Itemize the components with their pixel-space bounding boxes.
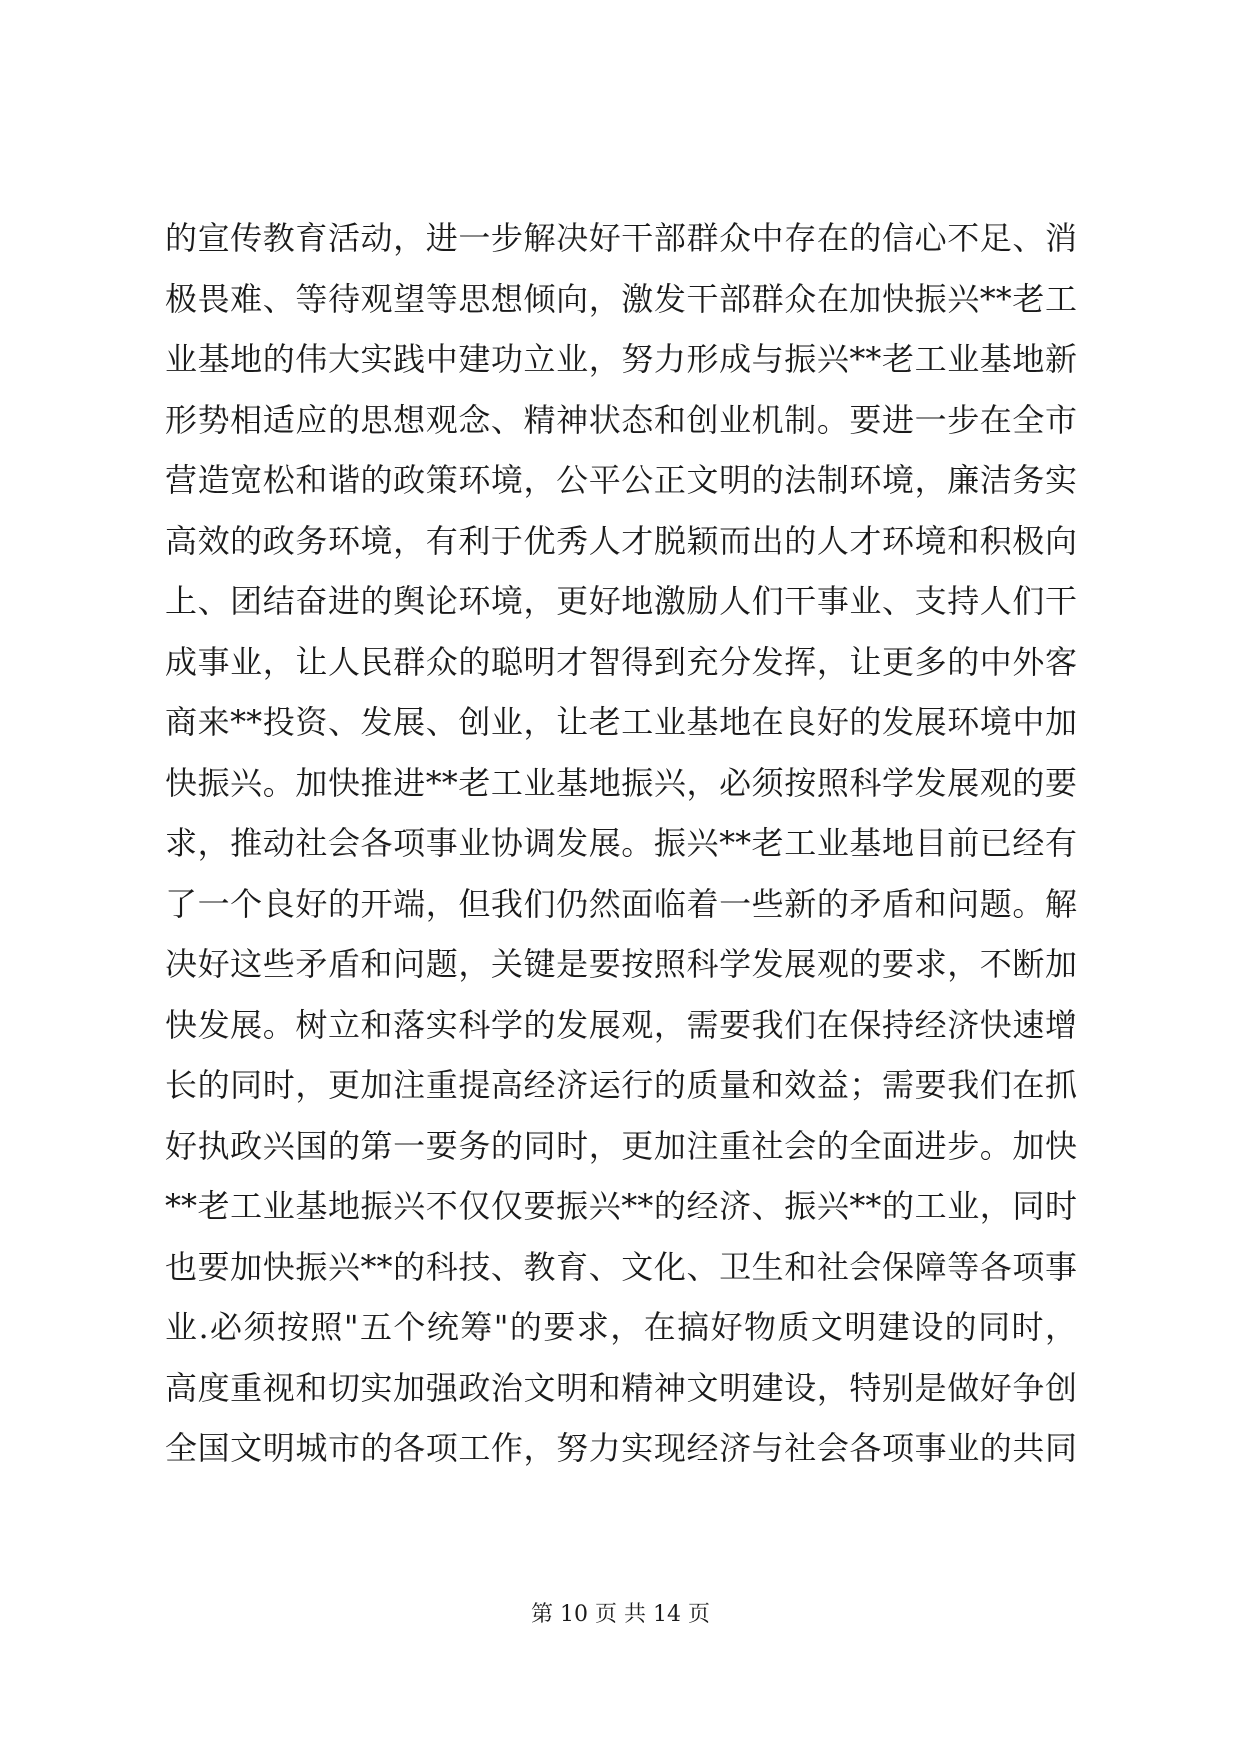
text-line-1: 的宣传教育活动，进一步解决好干部群众中存在的信心不足、消 (165, 219, 1077, 257)
text-line-12: 了一个良好的开端，但我们仍然面临着一些新的矛盾和问题。解 (165, 884, 1077, 923)
text-line-5: 营造宽松和谐的政策环境，公平公正文明的法制环境，廉洁务实 (165, 461, 1077, 499)
text-line-2: 极畏难、等待观望等思想倾向，激发干部群众在加快振兴**老工 (165, 279, 1077, 318)
text-line-7: 上、团结奋进的舆论环境，更好地激励人们干事业、支持人们干 (165, 582, 1077, 620)
text-line-17: **老工业基地振兴不仅仅要振兴**的经济、振兴**的工业，同时 (165, 1187, 1077, 1225)
text-line-15: 长的同时，更加注重提高经济运行的质量和效益；需要我们在抓 (165, 1066, 1077, 1104)
text-line-6: 高效的政务环境，有利于优秀人才脱颖而出的人才环境和积极向 (165, 521, 1077, 560)
text-line-20: 高度重视和切实加强政治文明和精神文明建设，特别是做好争创 (165, 1368, 1077, 1407)
text-line-21: 全国文明城市的各项工作，努力实现经济与社会各项事业的共同 (165, 1429, 1077, 1467)
text-line-11: 求，推动社会各项事业协调发展。振兴**老工业基地目前已经有 (165, 824, 1077, 862)
text-line-14: 快发展。树立和落实科学的发展观，需要我们在保持经济快速增 (165, 1005, 1077, 1044)
text-line-13: 决好这些矛盾和问题，关键是要按照科学发展观的要求，不断加 (165, 945, 1077, 983)
text-line-8: 成事业，让人民群众的聪明才智得到充分发挥，让更多的中外客 (165, 642, 1077, 681)
text-line-9: 商来**投资、发展、创业，让老工业基地在良好的发展环境中加 (165, 703, 1077, 741)
text-line-3: 业基地的伟大实践中建功立业，努力形成与振兴**老工业基地新 (165, 340, 1077, 378)
text-line-19: 业.必须按照"五个统筹"的要求，在搞好物质文明建设的同时， (165, 1308, 1077, 1346)
text-line-4: 形势相适应的思想观念、精神状态和创业机制。要进一步在全市 (165, 400, 1077, 439)
text-line-10: 快振兴。加快推进**老工业基地振兴，必须按照科学发展观的要 (165, 763, 1077, 802)
text-line-18: 也要加快振兴**的科技、教育、文化、卫生和社会保障等各项事 (165, 1247, 1077, 1286)
text-line-16: 好执政兴国的第一要务的同时，更加注重社会的全面进步。加快 (165, 1126, 1077, 1165)
page-number-footer: 第 10 页 共 14 页 (531, 1602, 710, 1627)
